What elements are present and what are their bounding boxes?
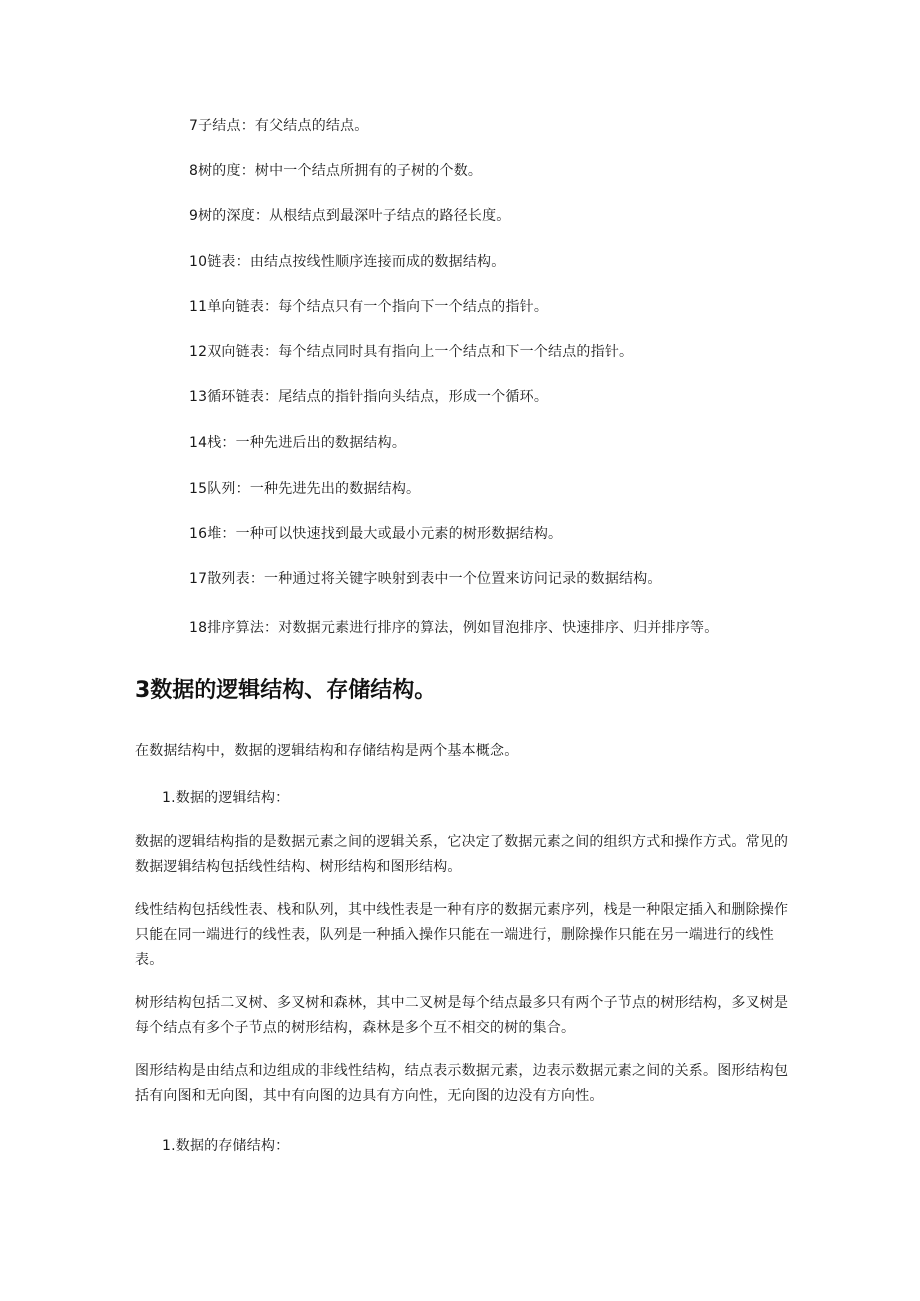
logical-structure-paragraph-3: 树形结构包括二叉树、多叉树和森林，其中二叉树是每个结点最多只有两个子节点的树形结构，多叉树是每个结点有多个子节点的树形结构，森林是多个互不相交的树的集合。 — [135, 995, 789, 1036]
definition-item-9: 9树的深度：从根结点到最深叶子结点的路径长度。 — [189, 208, 511, 224]
definition-item-8: 8树的度：树中一个结点所拥有的子树的个数。 — [189, 163, 483, 179]
definition-item-12: 12双向链表：每个结点同时具有指向上一个结点和下一个结点的指针。 — [189, 344, 634, 360]
definition-item-16: 16堆：一种可以快速找到最大或最小元素的树形数据结构。 — [189, 526, 563, 542]
definition-item-14: 14栈：一种先进后出的数据结构。 — [189, 435, 407, 451]
logical-structure-paragraph-1: 数据的逻辑结构指的是数据元素之间的逻辑关系，它决定了数据元素之间的组织方式和操作方式。常见的数据逻辑结构包括线性结构、树形结构和图形结构。 — [135, 834, 789, 875]
definition-item-17: 17散列表：一种通过将关键字映射到表中一个位置来访问记录的数据结构。 — [189, 571, 662, 587]
logical-structure-paragraph-4: 图形结构是由结点和边组成的非线性结构，结点表示数据元素，边表示数据元素之间的关系。图形结构包括有向图和无向图，其中有向图的边具有方向性，无向图的边没有方向性。 — [135, 1063, 789, 1104]
logical-structure-title: 1.数据的逻辑结构： — [162, 790, 290, 806]
definition-item-7: 7子结点：有父结点的结点。 — [189, 118, 369, 134]
definition-item-11: 11单向链表：每个结点只有一个指向下一个结点的指针。 — [189, 299, 549, 315]
storage-structure-title: 1.数据的存储结构： — [162, 1138, 290, 1154]
section-intro: 在数据结构中，数据的逻辑结构和存储结构是两个基本概念。 — [135, 743, 519, 759]
definition-item-18: 18排序算法：对数据元素进行排序的算法，例如冒泡排序、快速排序、归并排序等。 — [189, 620, 719, 636]
definition-item-10: 10链表：由结点按线性顺序连接而成的数据结构。 — [189, 254, 506, 270]
definition-item-15: 15队列：一种先进先出的数据结构。 — [189, 481, 421, 497]
definition-item-13: 13循环链表：尾结点的指针指向头结点，形成一个循环。 — [189, 389, 549, 405]
logical-structure-paragraph-2: 线性结构包括线性表、栈和队列，其中线性表是一种有序的数据元素序列，栈是一种限定插入和删除操作只能在同一端进行的线性表，队列是一种插入操作只能在一端进行，删除操作只能在另一端进行的线性表。 — [135, 902, 789, 968]
section-heading: 3数据的逻辑结构、存储结构。 — [135, 678, 437, 703]
